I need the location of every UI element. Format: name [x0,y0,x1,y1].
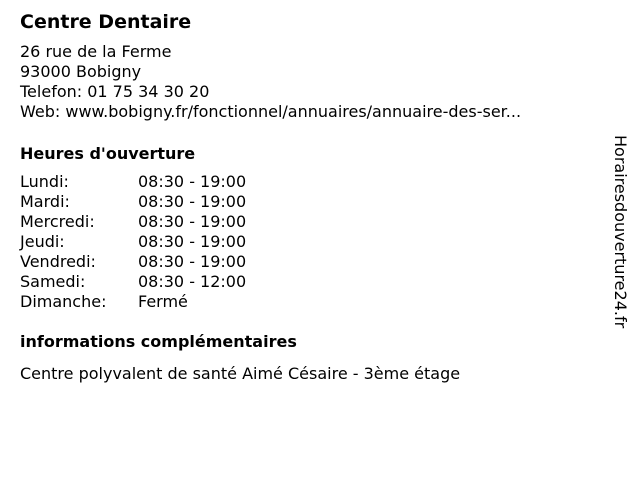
hours-row-saturday [20,272,600,292]
hours-heading: Heures d'ouverture [20,144,196,163]
hours-time: 08:30 - 19:00 [138,192,247,211]
hours-day: Vendredi: [20,252,96,271]
hours-time: 08:30 - 19:00 [138,172,247,191]
hours-day: Samedi: [20,272,86,291]
hours-time: 08:30 - 12:00 [138,272,247,291]
hours-day: Mardi: [20,192,70,211]
phone-number[interactable]: Telefon: 01 75 34 30 20 [20,82,210,101]
hours-row-friday [20,252,600,272]
hours-row-tuesday [20,192,600,212]
hours-table [20,172,600,312]
address-block [20,42,600,122]
hours-time: Fermé [138,292,188,311]
website-link[interactable]: Web: www.bobigny.fr/fonctionnel/annuaires/annuaire-des-ser... [20,102,522,121]
hours-day: Jeudi: [20,232,65,251]
hours-row-sunday [20,292,600,312]
street-address: 26 rue de la Ferme [20,42,172,61]
hours-time: 08:30 - 19:00 [138,232,247,251]
hours-time: 08:30 - 19:00 [138,252,247,271]
hours-row-monday [20,172,600,192]
hours-row-wednesday [20,212,600,232]
hours-day: Lundi: [20,172,69,191]
info-heading: informations complémentaires [20,332,297,351]
business-card [20,10,600,384]
hours-time: 08:30 - 19:00 [138,212,247,231]
site-watermark-label: Horairesdouverture24.fr [611,135,630,329]
hours-day: Dimanche: [20,292,107,311]
hours-row-thursday [20,232,600,252]
business-title: Centre Dentaire [20,11,192,33]
city-line: 93000 Bobigny [20,62,142,81]
info-text: Centre polyvalent de santé Aimé Césaire - 3ème étage [20,364,461,383]
hours-day: Mercredi: [20,212,95,231]
